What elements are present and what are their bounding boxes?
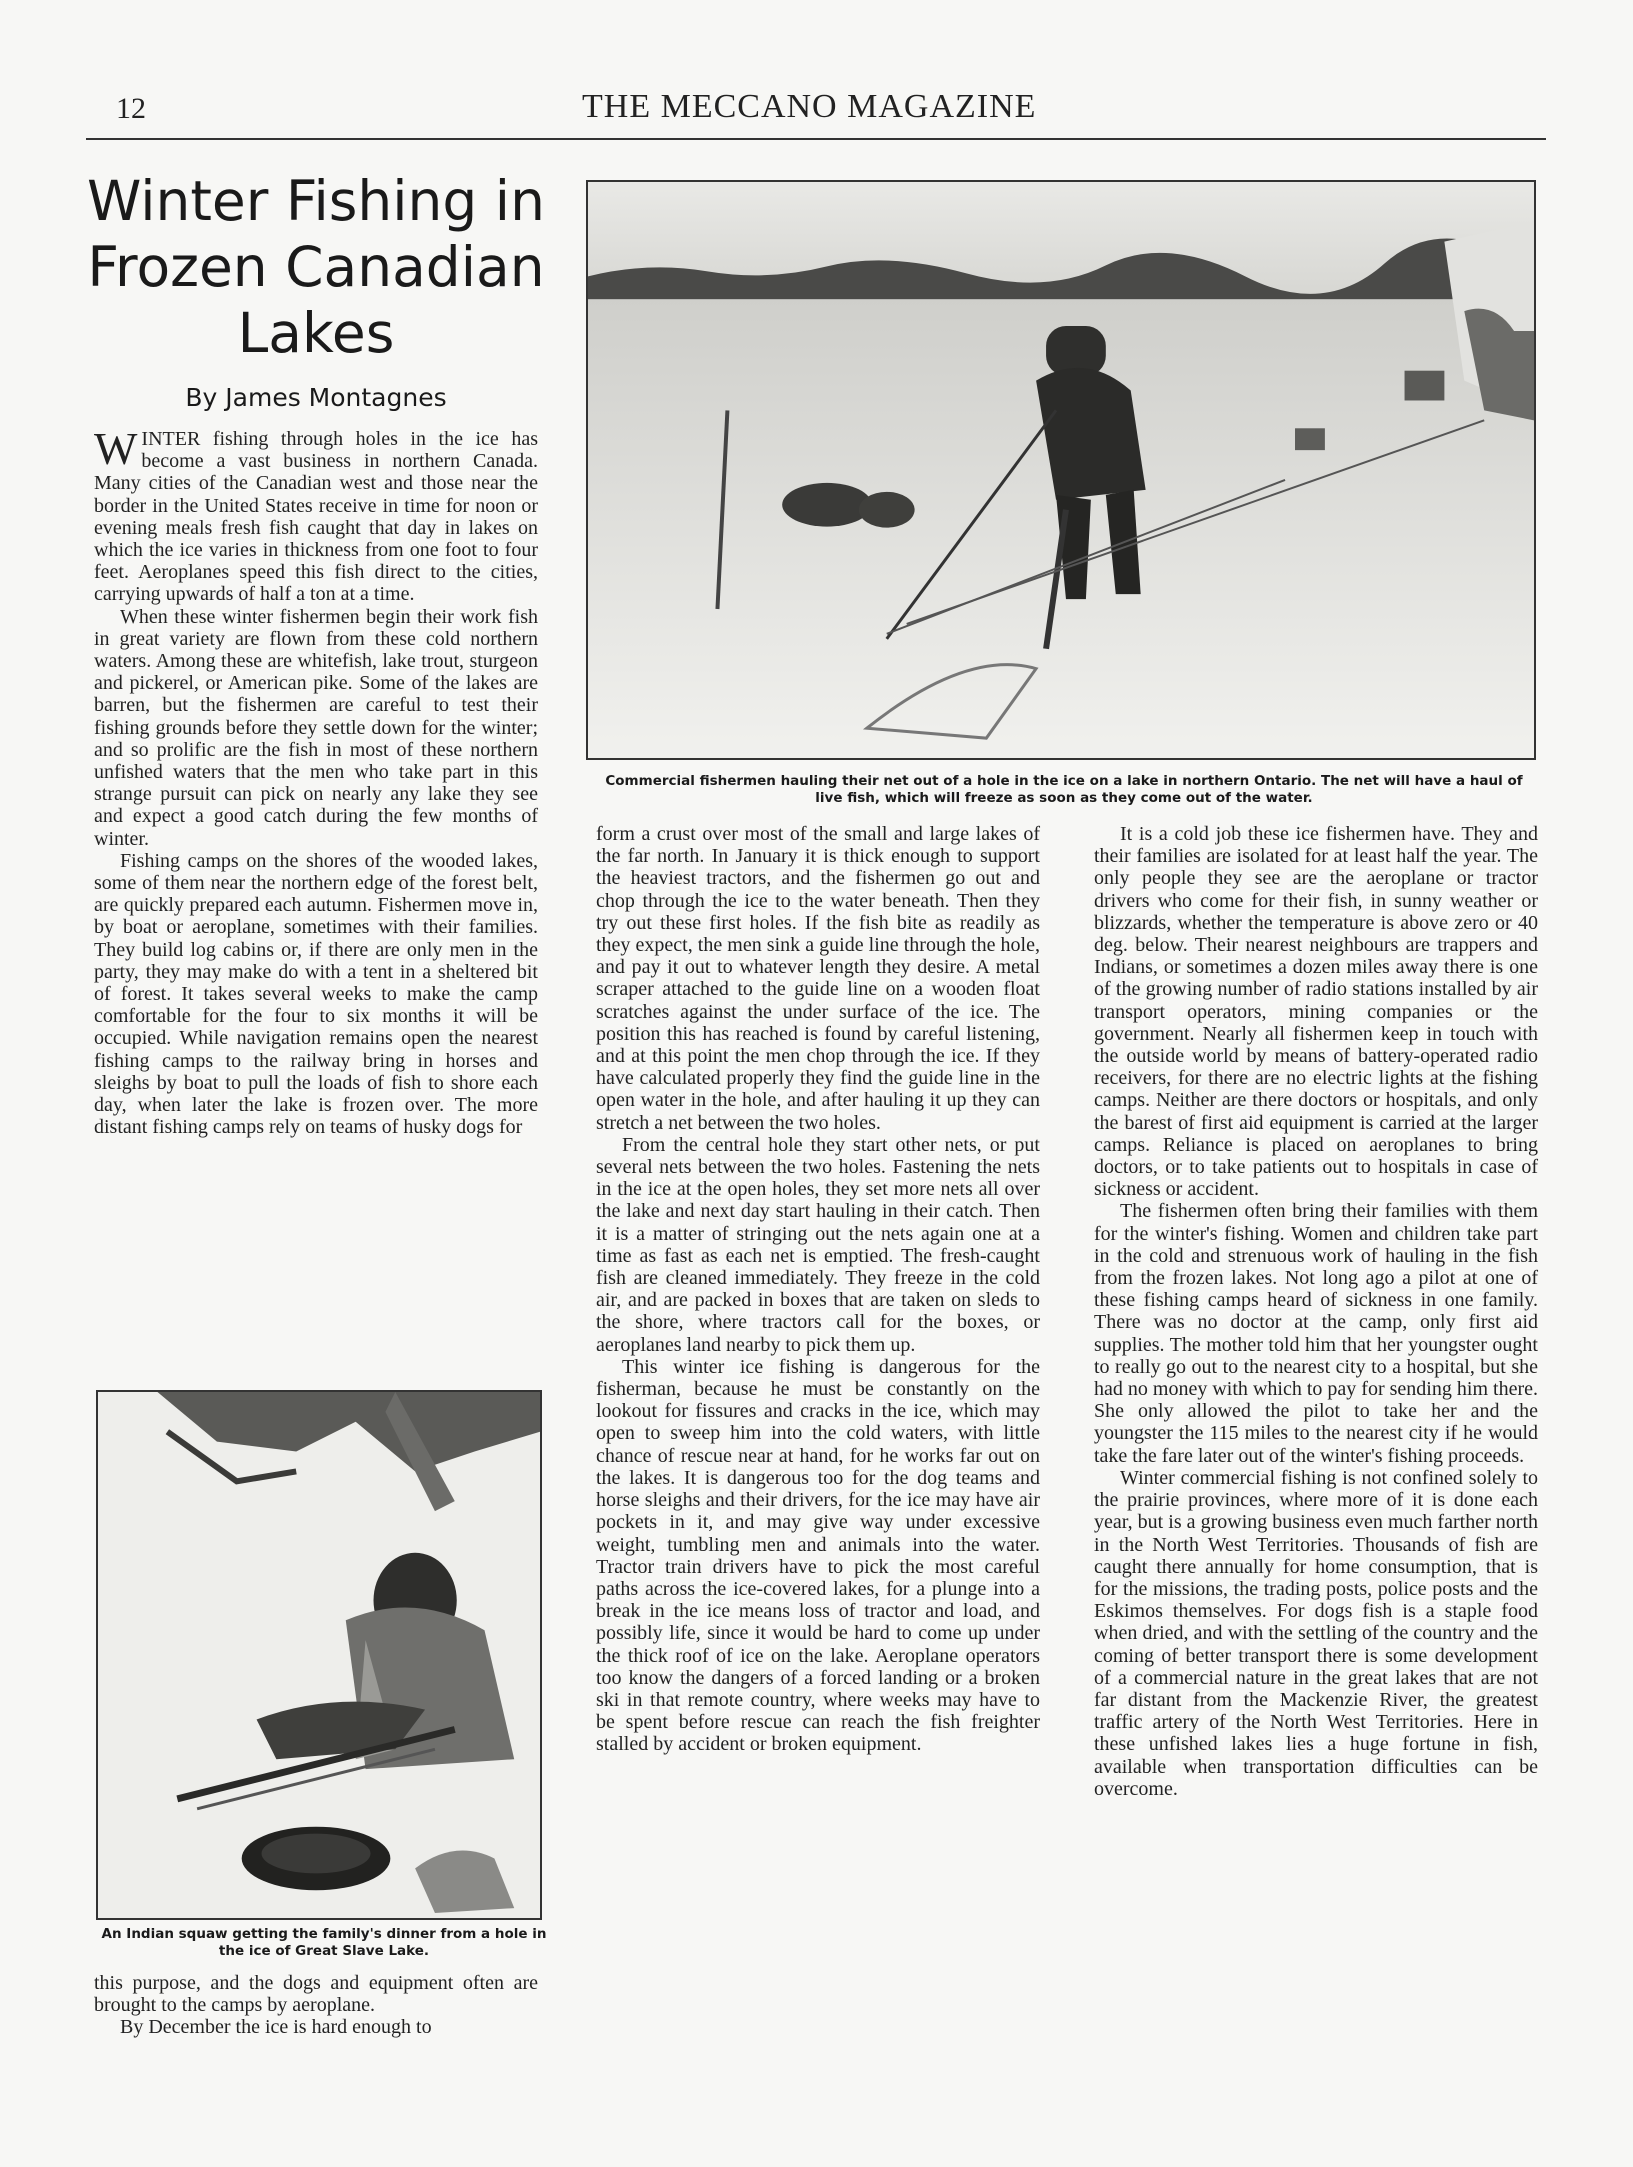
magazine-title: THE MECCANO MAGAZINE <box>582 88 1037 125</box>
paragraph: It is a cold job these ice fishermen have. They and their families are isolated for at least half the year. The only people they see are the aeroplane or tractor drivers who come for their fish, in sunny weather or blizzards, whether the temperature is above zero or 40 deg. below. Their nearest neighbours are trappers and Indians, or sometimes a dozen miles away there is one of the growing number of radio stations installed by air transport operators, mining companies or the government. Nearly all fishermen keep in touch with the outside world by means of battery-operated radio receivers, for there are no electric lights at the fishing camps. Neither are there doctors or hospitals, and only the barest of first aid equipment is carried at the larger camps. Reliance is placed on aeroplanes to bring doctors, or to take patients out to hospitals in case of sickness or accident. <box>1094 823 1538 1201</box>
paragraph: this purpose, and the dogs and equipment often are brought to the camps by aeroplane. <box>94 1972 538 2017</box>
paragraph: Fishing camps on the shores of the wooded lakes, some of them near the northern edge of the forest belt, are quickly prepared each autumn. Fishermen move in, by boat or aeroplane, sometimes with their families. They build log cabins or, if there are only men in the party, they may make do with a tent in a sheltered bit of forest. It takes several weeks to make the camp comfortable for the four to six months it will be occupied. While navigation remains open the nearest fishing camps to the railway bring in horses and sleighs by boat to pull the loads of fish to shore each day, when later the lake is frozen over. The more distant fishing camps rely on teams of husky dogs for <box>94 849 538 1139</box>
paragraph: The fishermen often bring their families with them for the winter's fishing. Women and children take part in the cold and strenuous work of hauling in the fish from the frozen lakes. Not long ago a pilot at one of these fishing camps heard of sickness in one family. There was no doctor at the camp, only first aid supplies. The mother told him that her youngster ought to really go out to the nearest city to a hospital, but she had no money with which to pay for sending him there. She only allowed the pilot to take her and the youngster the 115 miles to the nearest city if he would take the fare later out of the winter's fishing proceeds. <box>1094 1200 1538 1467</box>
paragraph: WINTER fishing through holes in the ice has become a vast business in northern Canada. Many cities of the Canadian west and those near the border in the United States receive in time for noon or evening meals fresh fish caught that day in lakes on which the ice varies in thickness from one foot to four feet. Aeroplanes speed this fish direct to the cities, carrying upwards of half a ton at a time. <box>94 423 538 606</box>
paragraph: form a crust over most of the small and large lakes of the far north. In January it is thick enough to support the heaviest tractors, and the fishermen go out and chop through the ice to the water beneath. Then they try out these first holes. If the fish bite as readily as they expect, the men sink a guide line through the hole, and pay it out to whatever length they desire. A metal scraper attached to the guide line on a wooden float scratches against the under surface of the ice. The position this has reached is found by careful listening, and at this point the men chop through the ice. If they have calculated properly they find the guide line in the open water in the hole, and after hauling it up they can stretch a net between the two holes. <box>596 823 1040 1134</box>
header-rule <box>86 138 1546 140</box>
paragraph: From the central hole they start other nets, or put several nets between the two holes. Fastening the nets in the ice at the open holes, they set more nets all over the lake and next day start hauling in their catch. Then it is a matter of stringing out the nets again one at a time as fast as each net is emptied. The fresh-caught fish are cleaned immediately. They freeze in the cold air, and are packed in boxes that are taken on sleds to the shore, where tractors call for the boxes, or aeroplanes land nearby to pick them up. <box>596 1133 1040 1356</box>
column-1-bottom <box>94 1972 538 2039</box>
column-2 <box>596 823 1040 1756</box>
photo-fishermen-image <box>588 182 1534 758</box>
paragraph: This winter ice fishing is dangerous for the fisherman, because he must be constantly on the lookout for fissures and cracks in the ice, which may open to sweep him into the cold waters, with little chance of rescue near at hand, for he works far out on the lakes. It is dangerous too for the dog teams and horse sleighs and their drivers, for the ice may have air pockets in it, and may give way under excessive weight, tumbling men and animals into the water. Tractor train drivers have to pick the most careful paths across the ice-covered lakes, for a plunge into a break in the ice means loss of tractor and load, and possibly life, since it would be hard to come up under the thick roof of ice on the lake. Aeroplane operators too know the dangers of a forced landing or a broken ski in that remote country, where weeks may have to be spent before rescue can reach the fish freighter stalled by accident or broken equipment. <box>596 1355 1040 1756</box>
paragraph: Winter commercial fishing is not confined solely to the prairie provinces, where more of it is done each year, but is a growing business even much farther north in the North West Territories. Thousands of fish are caught there annually for home consumption, that is for the missions, the trading posts, police posts and the Eskimos themselves. For dogs fish is a staple food when dried, and with the settling of the country and the coming of better transport there is some development of a commercial nature in the great lakes that are not far distant from the Mackenzie River, the greatest traffic artery of the North West Territories. Here in these unfished lakes lies a huge fortune in fish, available when transportation difficulties can be overcome. <box>1094 1466 1538 1800</box>
top-photo-caption: Commercial fishermen hauling their net out of a hole in the ice on a lake in northern Ontario. The net will have a haul of live fish, which will freeze as soon as they come out of the water. <box>605 773 1523 806</box>
photo-woman-image <box>98 1392 540 1918</box>
column-3 <box>1094 823 1538 1800</box>
paragraph: By December the ice is hard enough to <box>120 2016 432 2039</box>
photo-fishermen-hauling-net <box>586 180 1536 760</box>
byline: By James Montagnes <box>185 383 447 412</box>
column-1-top <box>94 423 538 1139</box>
paragraph: When these winter fishermen begin their work fish in great variety are flown from these cold northern waters. Among these are whitefish, lake trout, sturgeon and pickerel, or American pike. Some of the lakes are barren, but the fishermen are careful to test their fishing grounds before they settle down for the winter; and so prolific are the fish in most of these northern unfished waters that the men who take part in this strange pursuit can pick on nearly any lake they see and expect a good catch during the few months of winter. <box>94 605 538 850</box>
article-title: Winter Fishing in Frozen Canadian Lakes <box>87 169 545 365</box>
page-number: 12 <box>116 92 146 125</box>
left-photo-caption: An Indian squaw getting the family's dinner from a hole in the ice of Great Slave Lake. <box>101 1926 547 1959</box>
photo-woman-fishing-hole <box>96 1390 542 1920</box>
